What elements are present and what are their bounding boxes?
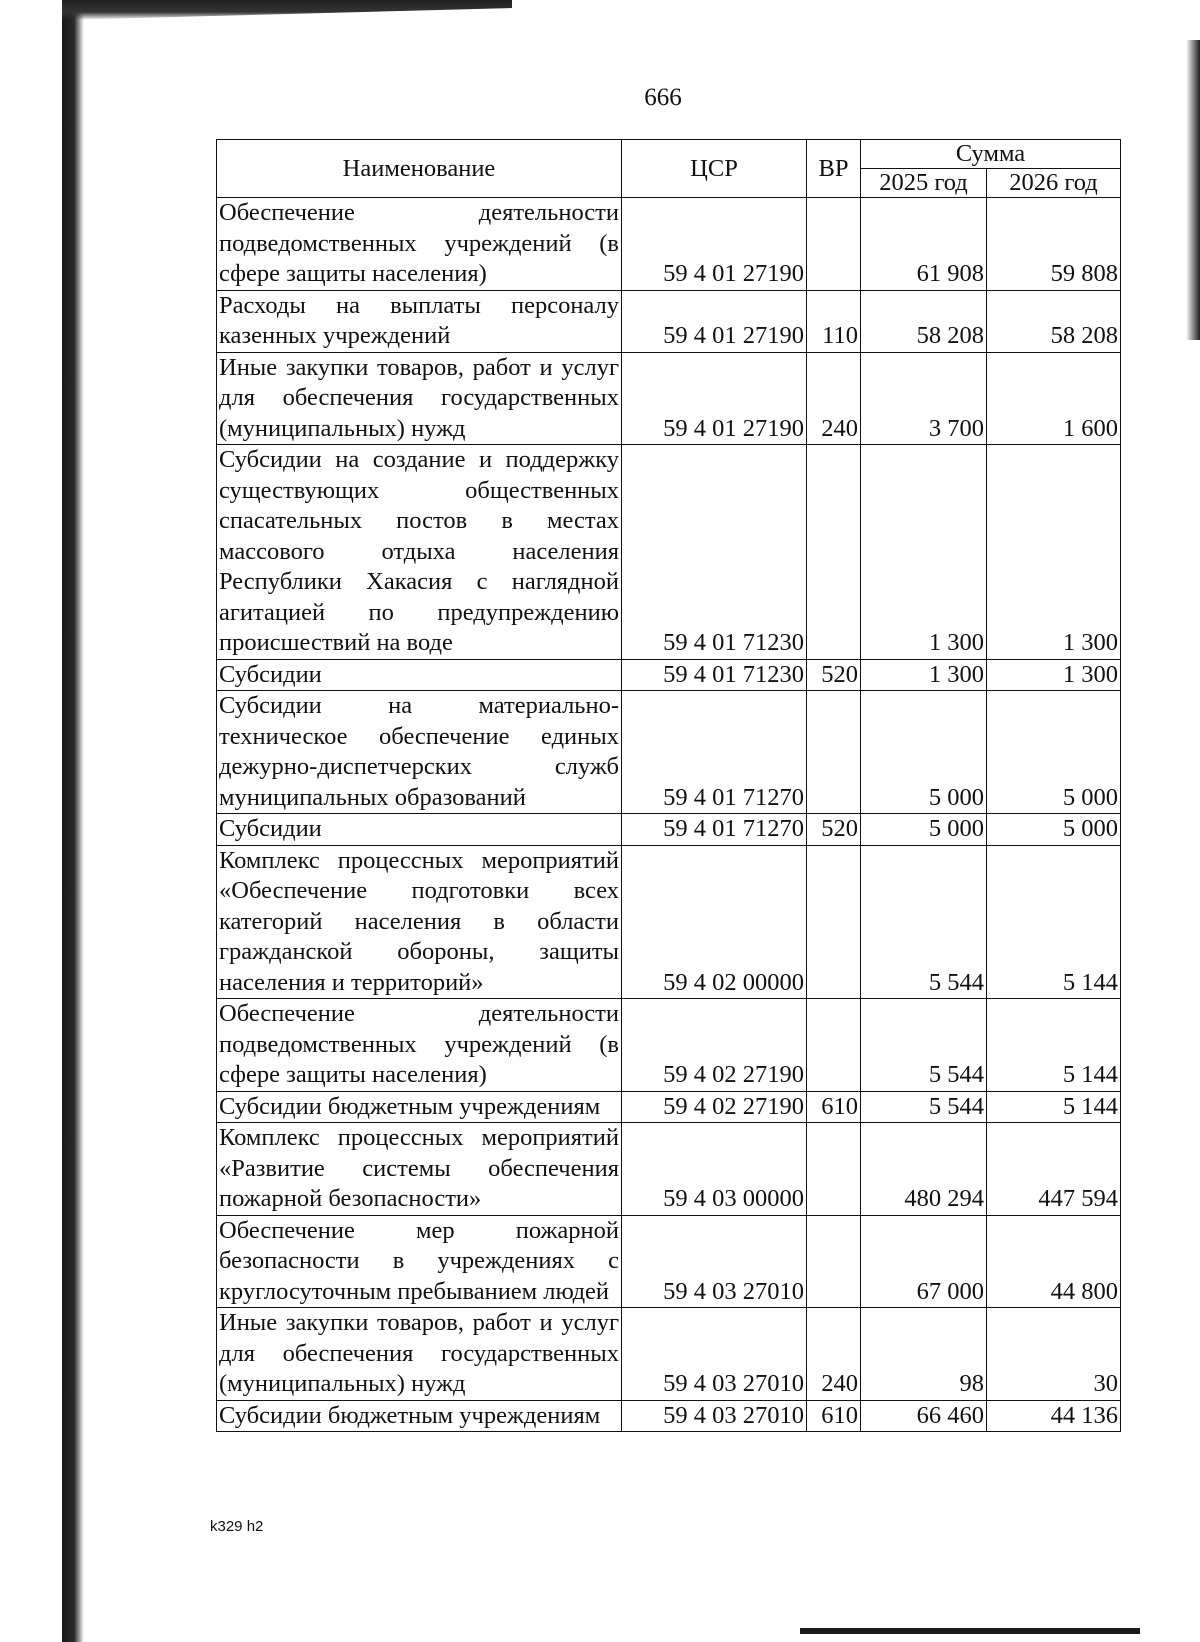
- sum-2025-cell: 5 000: [861, 814, 987, 846]
- sum-2026-cell: 58 208: [987, 290, 1121, 352]
- name-cell: Расходы на выплаты персоналу казенных учреждений: [217, 290, 622, 352]
- csr-cell: 59 4 03 27010: [622, 1215, 807, 1308]
- table-header: [217, 140, 1121, 198]
- table-row: [217, 814, 1121, 846]
- sum-2025-cell: 5 544: [861, 999, 987, 1092]
- name-cell: Субсидии: [217, 659, 622, 691]
- sum-2026-cell: 59 808: [987, 198, 1121, 291]
- sum-2026-cell: 5 144: [987, 999, 1121, 1092]
- csr-cell: 59 4 01 27190: [622, 198, 807, 291]
- sum-2026-cell: 44 136: [987, 1400, 1121, 1432]
- sum-2026-cell: 1 300: [987, 445, 1121, 660]
- csr-cell: 59 4 03 27010: [622, 1308, 807, 1401]
- table-row: [217, 845, 1121, 999]
- sum-2025-cell: 3 700: [861, 352, 987, 445]
- footer-code: k329 h2: [210, 1518, 264, 1535]
- sum-2025-cell: 5 000: [861, 691, 987, 814]
- csr-cell: 59 4 01 27190: [622, 290, 807, 352]
- vr-cell: 520: [807, 814, 861, 846]
- sum-2026-cell: 30: [987, 1308, 1121, 1401]
- name-cell: Субсидии на создание и поддержку существующих общественных спасательных постов в местах массового отдыха населения Республики Хакасия с наглядной агитацией по предупреждению происшествий на воде: [217, 445, 622, 660]
- scan-corner-top: [62, 0, 512, 20]
- vr-cell: [807, 691, 861, 814]
- header-year-2025: 2025 год: [861, 169, 987, 198]
- sum-2025-cell: 1 300: [861, 445, 987, 660]
- sum-2026-cell: 44 800: [987, 1215, 1121, 1308]
- table-row: [217, 1091, 1121, 1123]
- sum-2026-cell: 5 000: [987, 691, 1121, 814]
- budget-table: [216, 139, 1121, 1432]
- name-cell: Комплекс процессных мероприятий «Развитие системы обеспечения пожарной безопасности»: [217, 1123, 622, 1216]
- name-cell: Обеспечение деятельности подведомственных учреждений (в сфере защиты населения): [217, 198, 622, 291]
- vr-cell: 110: [807, 290, 861, 352]
- name-cell: Иные закупки товаров, работ и услуг для обеспечения государственных (муниципальных) нужд: [217, 352, 622, 445]
- sum-2026-cell: 447 594: [987, 1123, 1121, 1216]
- name-cell: Субсидии: [217, 814, 622, 846]
- name-cell: Обеспечение мер пожарной безопасности в учреждениях с круглосуточным пребыванием людей: [217, 1215, 622, 1308]
- header-year-2026: 2026 год: [987, 169, 1121, 198]
- csr-cell: 59 4 01 71230: [622, 445, 807, 660]
- sum-2025-cell: 67 000: [861, 1215, 987, 1308]
- csr-cell: 59 4 01 27190: [622, 352, 807, 445]
- name-cell: Субсидии на материально-техническое обеспечение единых дежурно-диспетчерских служб муниципальных образований: [217, 691, 622, 814]
- sum-2025-cell: 98: [861, 1308, 987, 1401]
- name-cell: Субсидии бюджетным учреждениям: [217, 1400, 622, 1432]
- header-name: Наименование: [217, 140, 622, 198]
- csr-cell: 59 4 01 71270: [622, 691, 807, 814]
- vr-cell: [807, 1215, 861, 1308]
- csr-cell: 59 4 03 27010: [622, 1400, 807, 1432]
- sum-2025-cell: 58 208: [861, 290, 987, 352]
- vr-cell: [807, 999, 861, 1092]
- table-row: [217, 659, 1121, 691]
- header-vr: ВР: [807, 140, 861, 198]
- table-row: [217, 1400, 1121, 1432]
- name-cell: Субсидии бюджетным учреждениям: [217, 1091, 622, 1123]
- sum-2025-cell: 480 294: [861, 1123, 987, 1216]
- csr-cell: 59 4 01 71270: [622, 814, 807, 846]
- table-row: [217, 691, 1121, 814]
- sum-2025-cell: 66 460: [861, 1400, 987, 1432]
- table-row: [217, 999, 1121, 1092]
- table-row: [217, 1123, 1121, 1216]
- csr-cell: 59 4 01 71230: [622, 659, 807, 691]
- csr-cell: 59 4 02 27190: [622, 1091, 807, 1123]
- header-csr: ЦСР: [622, 140, 807, 198]
- table-row: [217, 198, 1121, 291]
- sum-2026-cell: 5 144: [987, 845, 1121, 999]
- sum-2026-cell: 1 300: [987, 659, 1121, 691]
- sum-2025-cell: 1 300: [861, 659, 987, 691]
- vr-cell: 610: [807, 1400, 861, 1432]
- scan-bottom-line: [800, 1628, 1140, 1634]
- vr-cell: 240: [807, 1308, 861, 1401]
- vr-cell: 240: [807, 352, 861, 445]
- csr-cell: 59 4 02 27190: [622, 999, 807, 1092]
- csr-cell: 59 4 02 00000: [622, 845, 807, 999]
- vr-cell: [807, 1123, 861, 1216]
- table-row: [217, 1215, 1121, 1308]
- sum-2025-cell: 61 908: [861, 198, 987, 291]
- sum-2026-cell: 5 000: [987, 814, 1121, 846]
- scan-edge-left: [62, 0, 84, 1642]
- csr-cell: 59 4 03 00000: [622, 1123, 807, 1216]
- vr-cell: [807, 845, 861, 999]
- header-sum: Сумма: [861, 140, 1121, 169]
- sum-2026-cell: 5 144: [987, 1091, 1121, 1123]
- vr-cell: [807, 445, 861, 660]
- page-number: 666: [644, 84, 682, 111]
- vr-cell: 520: [807, 659, 861, 691]
- table-row: [217, 445, 1121, 660]
- name-cell: Обеспечение деятельности подведомственных учреждений (в сфере защиты населения): [217, 999, 622, 1092]
- vr-cell: [807, 198, 861, 291]
- name-cell: Комплекс процессных мероприятий «Обеспечение подготовки всех категорий населения в области гражданской обороны, защиты населения и территорий»: [217, 845, 622, 999]
- sum-2025-cell: 5 544: [861, 1091, 987, 1123]
- table-row: [217, 290, 1121, 352]
- name-cell: Иные закупки товаров, работ и услуг для обеспечения государственных (муниципальных) нужд: [217, 1308, 622, 1401]
- table-body: [217, 198, 1121, 1432]
- table-row: [217, 352, 1121, 445]
- table-row: [217, 1308, 1121, 1401]
- sum-2026-cell: 1 600: [987, 352, 1121, 445]
- sum-2025-cell: 5 544: [861, 845, 987, 999]
- vr-cell: 610: [807, 1091, 861, 1123]
